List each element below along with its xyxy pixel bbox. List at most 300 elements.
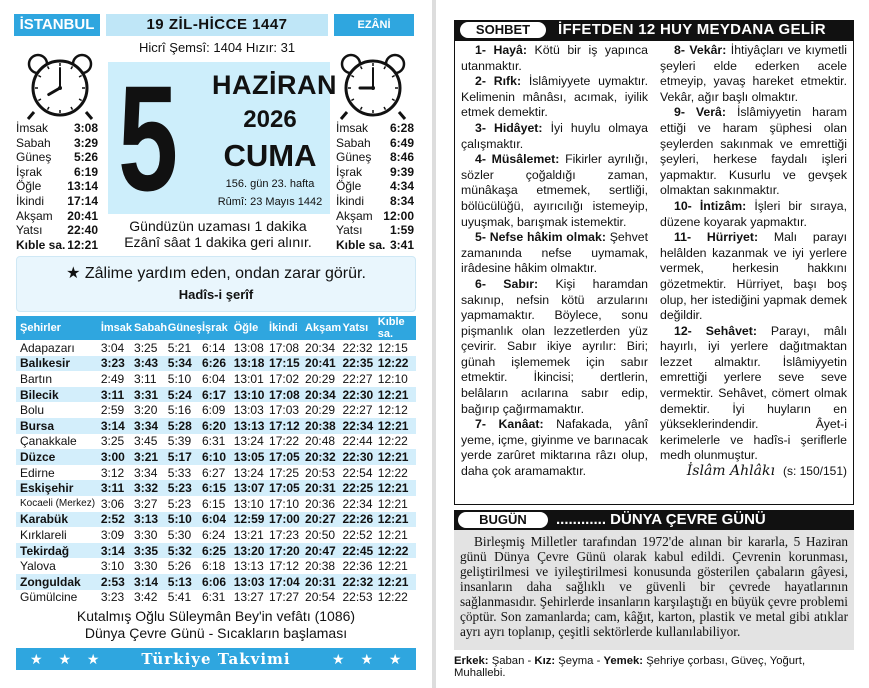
table-header-row [16, 316, 416, 340]
city-name: Gümülcine [20, 590, 78, 605]
prayer-time-row [16, 165, 98, 180]
prayer-time-cell: 13:27 [233, 590, 264, 605]
alarm-clock-icon [20, 50, 100, 120]
prayer-time-cell: 5:21 [167, 340, 192, 355]
prayer-time-cell: 12:22 [378, 543, 416, 559]
prayer-time-cell: 12:21 [377, 527, 408, 542]
prayer-time-cell: 3:23 [100, 590, 125, 605]
hijri-solar-value: 1404 [213, 40, 243, 55]
column-header: İşrak [202, 316, 234, 340]
city-name: Karabük [16, 512, 101, 528]
table-row [16, 543, 416, 559]
prayer-time-cell: 3:14 [101, 418, 134, 434]
quote-source: Hadîs-i şerîf [178, 287, 254, 302]
city-name: Bursa [16, 418, 101, 434]
prayer-time-cell: 5:39 [167, 434, 192, 449]
sohbet-item [461, 152, 648, 230]
hijri-date: 19 ZİL-HİCCE 1447 [106, 14, 328, 36]
day-length-note [100, 218, 336, 250]
prayer-time-label: Kıble sa. [16, 237, 66, 252]
ezani-label: EZÂNİ (MAHALLÎ) [334, 14, 414, 36]
brand-bar [16, 648, 416, 670]
city-name: Eskişehir [16, 480, 101, 496]
sohbet-header [454, 20, 854, 40]
sohbet-item-text: İhtiyâçları ve kıymetli şeyleri elde ederken acele etmeyip, yavaş hareket etmektir. Vekâr, ağır başlı olmaktır. [660, 43, 848, 104]
prayer-time-label: Sabah [336, 135, 371, 150]
prayer-time-cell: 3:13 [134, 512, 168, 528]
prayer-time-label: Yatsı [336, 223, 363, 238]
city-name: Çanakkale [20, 434, 77, 449]
hizir-label: Hızır: [245, 40, 277, 55]
prayer-time-cell: 12:22 [377, 465, 408, 480]
prayer-time-value: 17:14 [67, 193, 98, 208]
column-header: Şehirler [16, 316, 101, 340]
table-row [16, 418, 416, 434]
bugun-article [454, 530, 854, 650]
prayer-time-cell: 20:27 [305, 512, 342, 528]
prayer-time-row [336, 121, 414, 136]
prayer-time-label: Akşam [16, 208, 53, 223]
prayer-time-cell: 6:26 [202, 356, 234, 372]
prayer-time-cell: 5:30 [167, 527, 192, 542]
prayer-time-value: 20:41 [67, 208, 98, 223]
source-signature [660, 464, 847, 480]
prayer-time-cell: 6:06 [202, 574, 234, 590]
sohbet-item-heading: 2- Rıfk: [475, 74, 522, 89]
prayer-time-cell: 6:25 [202, 543, 234, 559]
event-line: Dünya Çevre Günü - Sıcakların başlaması [84, 625, 348, 641]
prayer-time-cell: 12:21 [377, 559, 408, 574]
prayer-time-cell: 13:07 [234, 480, 269, 496]
prayer-time-value: 3:29 [73, 135, 98, 150]
sohbet-item-text: İşleri bir sıraya, düzene koyarak yapmaktır. [660, 198, 847, 229]
prayer-time-row [336, 136, 414, 151]
prayer-time-cell: 22:27 [342, 403, 373, 418]
prayer-time-cell: 20:34 [305, 340, 336, 355]
prayer-times-vasati [16, 121, 98, 252]
prayer-time-cell: 12:21 [378, 418, 416, 434]
prayer-time-cell: 22:26 [342, 512, 377, 528]
prayer-time-cell: 6:18 [202, 559, 226, 574]
prayer-time-cell: 6:31 [202, 434, 226, 449]
table-row [16, 449, 416, 465]
table-row [16, 558, 416, 574]
prayer-time-cell: 12:21 [378, 512, 416, 528]
prayer-time-cell: 20:34 [305, 387, 342, 403]
book-title: İslâm Ahlâkı [686, 463, 775, 480]
column-header: İmsak [101, 316, 134, 340]
table-row [16, 402, 416, 418]
prayer-time-cell: 13:24 [233, 434, 264, 449]
prayer-time-cell: 17:05 [269, 449, 305, 465]
prayer-time-value: 12:21 [67, 237, 98, 252]
prayer-time-cell: 20:29 [305, 371, 336, 386]
prayer-time-cell: 22:36 [342, 559, 373, 574]
prayer-time-cell: 12:21 [378, 387, 416, 403]
prayer-time-row [16, 136, 98, 151]
prayer-time-cell: 12:12 [377, 403, 408, 418]
erkek-name: Şaban [491, 655, 525, 667]
bugun-label: BUGÜN [458, 512, 548, 528]
sohbet-item [461, 277, 648, 417]
prayer-time-cell: 12:21 [378, 480, 416, 496]
column-header: Sabah [134, 316, 168, 340]
prayer-time-cell: 5:23 [168, 480, 202, 496]
column-header: Yatsı [342, 316, 377, 340]
prayer-time-cell: 3:14 [101, 543, 134, 559]
prayer-time-value: 9:39 [389, 164, 414, 179]
day-number: 5 [118, 54, 179, 222]
prayer-time-cell: 3:27 [134, 496, 158, 511]
table-row [16, 465, 416, 481]
prayer-time-cell: 5:16 [167, 403, 192, 418]
prayer-time-cell: 12:21 [378, 574, 416, 590]
prayer-time-cell: 6:27 [202, 465, 226, 480]
ezani-adjust-line: Ezânî sâat 1 dakika geri alınır. [124, 234, 312, 250]
prayer-time-cell: 6:15 [202, 496, 226, 511]
prayer-time-cell: 3:11 [101, 387, 134, 403]
prayer-time-cell: 22:35 [342, 356, 377, 372]
prayer-time-label: Sabah [16, 135, 51, 150]
prayer-time-cell: 22:45 [342, 543, 377, 559]
hijri-solar-line [106, 40, 328, 55]
table-row [16, 512, 416, 528]
names-and-menu: Erkek: Şaban - Kız: Şeyma - Yemek: Şehriye çorbası, Güveç, Yoğurt, Muhallebi. [454, 655, 806, 679]
prayer-time-cell: 20:54 [305, 590, 336, 605]
prayer-time-cell: 13:03 [233, 403, 264, 418]
sohbet-item-heading: 7- Kanâat: [475, 417, 544, 432]
prayer-time-cell: 3:11 [101, 480, 134, 496]
prayer-time-row [336, 209, 414, 224]
prayer-time-value: 8:34 [389, 193, 414, 208]
prayer-time-label: Kıble sa. [336, 237, 386, 252]
prayer-time-cell: 13:10 [233, 496, 264, 511]
prayer-time-cell: 3:34 [134, 465, 158, 480]
yemek-menu: Şehriye çorbası, Güveç, Yoğurt, Muhallebi. [454, 655, 806, 679]
prayer-time-cell: 13:21 [233, 527, 264, 542]
sohbet-article [454, 40, 854, 505]
prayer-time-row [16, 150, 98, 165]
prayer-time-row [336, 179, 414, 194]
sohbet-item-heading: 11- Hürriyet: [674, 230, 759, 245]
city-name: Kocaeli (Merkez) [20, 498, 96, 510]
prayer-time-cell: 22:44 [342, 434, 373, 449]
prayer-time-cell: 6:31 [202, 590, 226, 605]
prayer-time-cell: 3:31 [134, 387, 168, 403]
prayer-time-cell: 22:34 [342, 496, 373, 511]
prayer-time-cell: 3:20 [134, 403, 158, 418]
prayer-time-cell: 17:04 [269, 574, 305, 590]
sohbet-item [660, 324, 847, 464]
city-name: Bilecik [16, 387, 101, 403]
prayer-time-cell: 5:41 [167, 590, 192, 605]
prayer-time-cell: 17:03 [269, 403, 300, 418]
prayer-time-cell: 5:28 [168, 418, 202, 434]
column-header: İkindi [269, 316, 305, 340]
table-row [16, 340, 416, 356]
city-prayer-table [16, 316, 416, 605]
prayer-time-value: 4:34 [389, 179, 414, 194]
prayer-time-cell: 3:35 [134, 543, 168, 559]
prayer-time-value: 5:26 [73, 150, 98, 165]
prayer-time-cell: 3:12 [100, 465, 125, 480]
city-name: Adapazarı [20, 340, 75, 355]
prayer-time-label: Güneş [16, 150, 52, 165]
column-header: Akşam [305, 316, 342, 340]
sohbet-item-heading: 8- Vekâr: [674, 43, 727, 57]
city-label: İSTANBUL [14, 14, 100, 36]
prayer-time-cell: 22:30 [342, 387, 377, 403]
prayer-time-cell: 13:24 [233, 465, 264, 480]
prayer-time-cell: 6:10 [202, 449, 234, 465]
quote-box [16, 256, 416, 312]
prayer-time-cell: 12:22 [377, 434, 408, 449]
prayer-time-cell: 6:17 [202, 387, 234, 403]
brand-name: Türkiye Takvimi [141, 650, 291, 668]
prayer-time-label: İmsak [16, 121, 49, 135]
prayer-time-label: Öğle [16, 179, 42, 194]
kiz-name: Şeyma [558, 655, 594, 667]
table-row [16, 371, 416, 387]
prayer-time-row [16, 194, 98, 209]
prayer-time-cell: 6:09 [202, 403, 226, 418]
quote-text: ★ Zâlime yardım eden, ondan zarar görür. [66, 265, 366, 282]
sohbet-item-text: Parayı, mâlı hayırlı, iyi yerlere dağıtmaktan lezzet almaktır. İslâmiyyetin emrettiği yerlere seve seve vermektir. Sehâvet, cömert olmak demektir. İyi huyların en yükseklerindendir. Âyet-i kerimelerle ve hadîs-i şeriflerle medh olunmuştur. [660, 323, 847, 463]
prayer-time-cell: 5:24 [168, 387, 202, 403]
prayer-time-cell: 20:31 [305, 574, 342, 590]
prayer-time-cell: 17:08 [269, 340, 300, 355]
prayer-time-cell: 22:25 [342, 480, 377, 496]
sohbet-item [660, 43, 847, 105]
prayer-time-cell: 22:27 [342, 371, 373, 386]
sohbet-item-heading: 3- Hidâyet: [475, 120, 543, 135]
date-box [108, 54, 337, 222]
sohbet-item-text: Şehvet zamanında nefse uymamak, irâdesine hâkim olmaktır. [461, 230, 648, 276]
prayer-time-value: 6:19 [73, 164, 98, 179]
prayer-time-cell: 17:27 [269, 590, 300, 605]
prayer-time-cell: 20:29 [305, 403, 336, 418]
prayer-time-cell: 6:04 [202, 512, 234, 528]
prayer-time-cell: 5:32 [168, 543, 202, 559]
prayer-time-cell: 6:15 [202, 480, 234, 496]
bugun-paragraph: Birleşmiş Milletler tarafından 1972'de alınan bir kararla, 5 Haziran günü Dünya Çevre Günü olarak kabul edildi. Çevrenin korunması, geliştirilmesi ve iyileştirilmesi konusunda gösterilen çabaların gâyesi, insanların daha sağlıklı ve güvenli bir çevrede hayatlarının sağlanmasıdır. Şehirlerde insanların karşılaştığı en büyük çevre problemi çöptür. Son zamanlarda; cam, kâğıt, karton, plastik ve metal gibi atıklar ayrı ayrı toplanıp, çeşitli sektörlerde kullanılabiliyor. [460, 534, 848, 639]
prayer-time-label: İmsak [336, 121, 369, 135]
table-row [16, 590, 416, 606]
prayer-time-cell: 5:17 [168, 449, 202, 465]
prayer-time-row [16, 223, 98, 238]
prayer-time-cell: 3:21 [134, 449, 168, 465]
sohbet-item [660, 199, 847, 230]
prayer-time-cell: 20:36 [305, 496, 336, 511]
table-row [16, 574, 416, 590]
sohbet-item [461, 121, 648, 152]
prayer-time-cell: 22:32 [342, 340, 373, 355]
prayer-time-value: 12:00 [383, 208, 414, 223]
sohbet-title: İFFETDEN 12 HUY MEYDANA GELİR [558, 21, 826, 38]
city-name: Tekirdağ [16, 543, 101, 559]
year: 2026 [243, 106, 297, 133]
prayer-time-row [336, 165, 414, 180]
table-row [16, 387, 416, 403]
prayer-time-label: İşrak [336, 164, 363, 179]
prayer-time-cell: 2:49 [100, 371, 125, 386]
stars-decoration: ★ ★ ★ [332, 651, 408, 667]
prayer-time-cell: 3:34 [134, 418, 168, 434]
prayer-time-cell: 6:14 [202, 340, 226, 355]
prayer-time-cell: 3:25 [100, 434, 125, 449]
prayer-time-cell: 12:22 [378, 356, 416, 372]
sohbet-item-heading: 9- Verâ: [674, 105, 726, 120]
prayer-time-cell: 3:14 [134, 574, 168, 590]
prayer-time-cell: 17:20 [269, 543, 305, 559]
prayer-time-cell: 6:24 [202, 527, 226, 542]
sohbet-item-heading: 4- Müsâlemet: [475, 152, 560, 167]
sohbet-item-text: İslâmiyyetin haram ettiği ve haram şüphesi olan şeylerden sakınmak ve emrettiği şeyleri, herkese faydalı işleri yapmaktır. Kusurlu ve gevşek olmaktan sakınmaktır. [660, 105, 848, 198]
alarm-clock-icon [333, 50, 413, 120]
weekday: CUMA [223, 138, 317, 173]
prayer-time-value: 6:49 [389, 135, 414, 150]
column-header: Öğle [234, 316, 269, 340]
prayer-times-ezani [336, 121, 414, 252]
prayer-time-cell: 5:10 [168, 512, 202, 528]
prayer-time-cell: 5:26 [167, 559, 192, 574]
rumi-date: Rûmî: 23 Mayıs 1442 [217, 196, 323, 208]
city-name: Yalova [20, 559, 56, 574]
month-name: HAZİRAN [212, 70, 337, 100]
table-row [16, 496, 416, 512]
prayer-time-value: 1:59 [389, 223, 414, 238]
prayer-time-cell: 17:15 [269, 356, 305, 372]
prayer-time-cell: 5:33 [167, 465, 192, 480]
prayer-time-cell: 3:30 [134, 559, 158, 574]
prayer-time-value: 8:46 [389, 150, 414, 165]
prayer-time-cell: 3:25 [134, 340, 158, 355]
city-name: Düzce [16, 449, 101, 465]
sohbet-label: SOHBET [460, 22, 546, 38]
prayer-time-cell: 20:38 [305, 418, 342, 434]
prayer-time-label: Öğle [336, 179, 362, 194]
prayer-time-row [336, 223, 414, 238]
bugun-header [454, 510, 854, 530]
prayer-time-row [16, 238, 98, 253]
prayer-time-cell: 6:20 [202, 418, 234, 434]
bugun-text [460, 534, 848, 639]
sohbet-item-heading: 10- İntizâm: [674, 198, 747, 213]
prayer-time-cell: 17:00 [269, 512, 305, 528]
prayer-time-row [16, 209, 98, 224]
sohbet-body [461, 43, 847, 501]
page-divider [432, 0, 436, 688]
prayer-time-cell: 5:13 [168, 574, 202, 590]
calendar-left-page [0, 0, 430, 688]
prayer-time-cell: 5:34 [168, 356, 202, 372]
prayer-time-cell: 20:47 [305, 543, 342, 559]
stars-decoration: ★ ★ ★ [30, 651, 106, 667]
prayer-time-cell: 3:06 [100, 496, 125, 511]
city-name: Zonguldak [16, 574, 101, 590]
bugun-title: ............ DÜNYA ÇEVRE GÜNÜ [556, 511, 766, 528]
prayer-time-row [336, 150, 414, 165]
prayer-time-row [16, 179, 98, 194]
sohbet-item-text: Kişi haramdan sakınıp, nefsin kötü arzularını yapmamaktır. Böylece, sonu pişmanlık olan lezzetlerden yüz çevirir. Sabır ikiye ayrılır: Biri; günah işlememek için sabır etmektir. İkincisi; dertlerin, belâların acılarına sabır edip, bağırıp çağırmamaktır. [461, 276, 648, 416]
prayer-time-value: 3:41 [389, 237, 414, 252]
prayer-time-cell: 3:42 [134, 590, 158, 605]
day-length-line: Gündüzün uzaması 1 dakika [129, 218, 307, 234]
prayer-time-cell: 13:03 [234, 574, 269, 590]
prayer-time-cell: 22:52 [342, 527, 373, 542]
prayer-time-cell: 12:22 [377, 590, 408, 605]
prayer-time-cell: 12:15 [377, 340, 408, 355]
day-events [16, 608, 416, 642]
erkek-label: Erkek: [454, 655, 489, 667]
prayer-time-cell: 5:10 [167, 371, 192, 386]
prayer-time-cell: 20:31 [305, 480, 342, 496]
table-row [16, 356, 416, 372]
hijri-solar-label: Hicrî Şemsî: [138, 40, 210, 55]
prayer-time-cell: 2:52 [101, 512, 134, 528]
prayer-time-cell: 3:10 [100, 559, 125, 574]
prayer-time-label: Yatsı [16, 223, 43, 238]
column-header: Kıble sa. [378, 316, 416, 340]
prayer-time-row [336, 194, 414, 209]
prayer-time-cell: 22:54 [342, 465, 373, 480]
prayer-time-cell: 17:12 [269, 418, 305, 434]
prayer-time-value: 22:40 [67, 223, 98, 238]
prayer-time-cell: 13:01 [233, 371, 264, 386]
sohbet-item-heading: 5- Nefse hâkim olmak: [475, 230, 606, 245]
prayer-time-cell: 22:34 [342, 418, 377, 434]
prayer-time-cell: 17:02 [269, 371, 300, 386]
sohbet-item [461, 74, 648, 121]
city-name: Bartın [20, 371, 53, 386]
prayer-time-cell: 17:10 [269, 496, 300, 511]
sohbet-item [660, 230, 847, 324]
table-row [16, 480, 416, 496]
prayer-time-value: 13:14 [67, 179, 98, 194]
prayer-time-cell: 3:45 [134, 434, 158, 449]
prayer-time-cell: 13:10 [234, 387, 269, 403]
prayer-time-cell: 22:32 [342, 574, 377, 590]
prayer-time-cell: 20:38 [305, 559, 336, 574]
prayer-time-cell: 3:23 [101, 356, 134, 372]
prayer-time-label: İkindi [16, 193, 45, 208]
prayer-time-cell: 12:21 [377, 496, 408, 511]
prayer-time-cell: 17:05 [269, 480, 305, 496]
prayer-time-cell: 3:30 [134, 527, 158, 542]
prayer-time-cell: 17:12 [269, 559, 300, 574]
column-header: Güneş [168, 316, 202, 340]
yemek-label: Yemek: [603, 655, 644, 667]
prayer-time-label: İkindi [336, 193, 365, 208]
prayer-time-cell: 12:21 [378, 449, 416, 465]
prayer-time-cell: 13:08 [233, 340, 264, 355]
prayer-time-cell: 13:13 [234, 418, 269, 434]
city-name: Edirne [20, 465, 55, 480]
prayer-time-cell: 13:18 [234, 356, 269, 372]
sohbet-item [461, 43, 648, 74]
sohbet-item [461, 417, 648, 479]
sohbet-item-heading: 12- Sehâvet: [674, 323, 757, 338]
sohbet-item-heading: 6- Sabır: [475, 276, 539, 291]
calendar-right-page [438, 0, 869, 688]
prayer-time-cell: 13:05 [234, 449, 269, 465]
prayer-time-cell: 20:50 [305, 527, 336, 542]
sohbet-item-heading: 1- Hayâ: [475, 43, 527, 57]
page-reference: (s: 150/151) [782, 464, 847, 479]
prayer-time-cell: 17:23 [269, 527, 300, 542]
table-row [16, 434, 416, 450]
prayer-time-cell: 20:48 [305, 434, 336, 449]
